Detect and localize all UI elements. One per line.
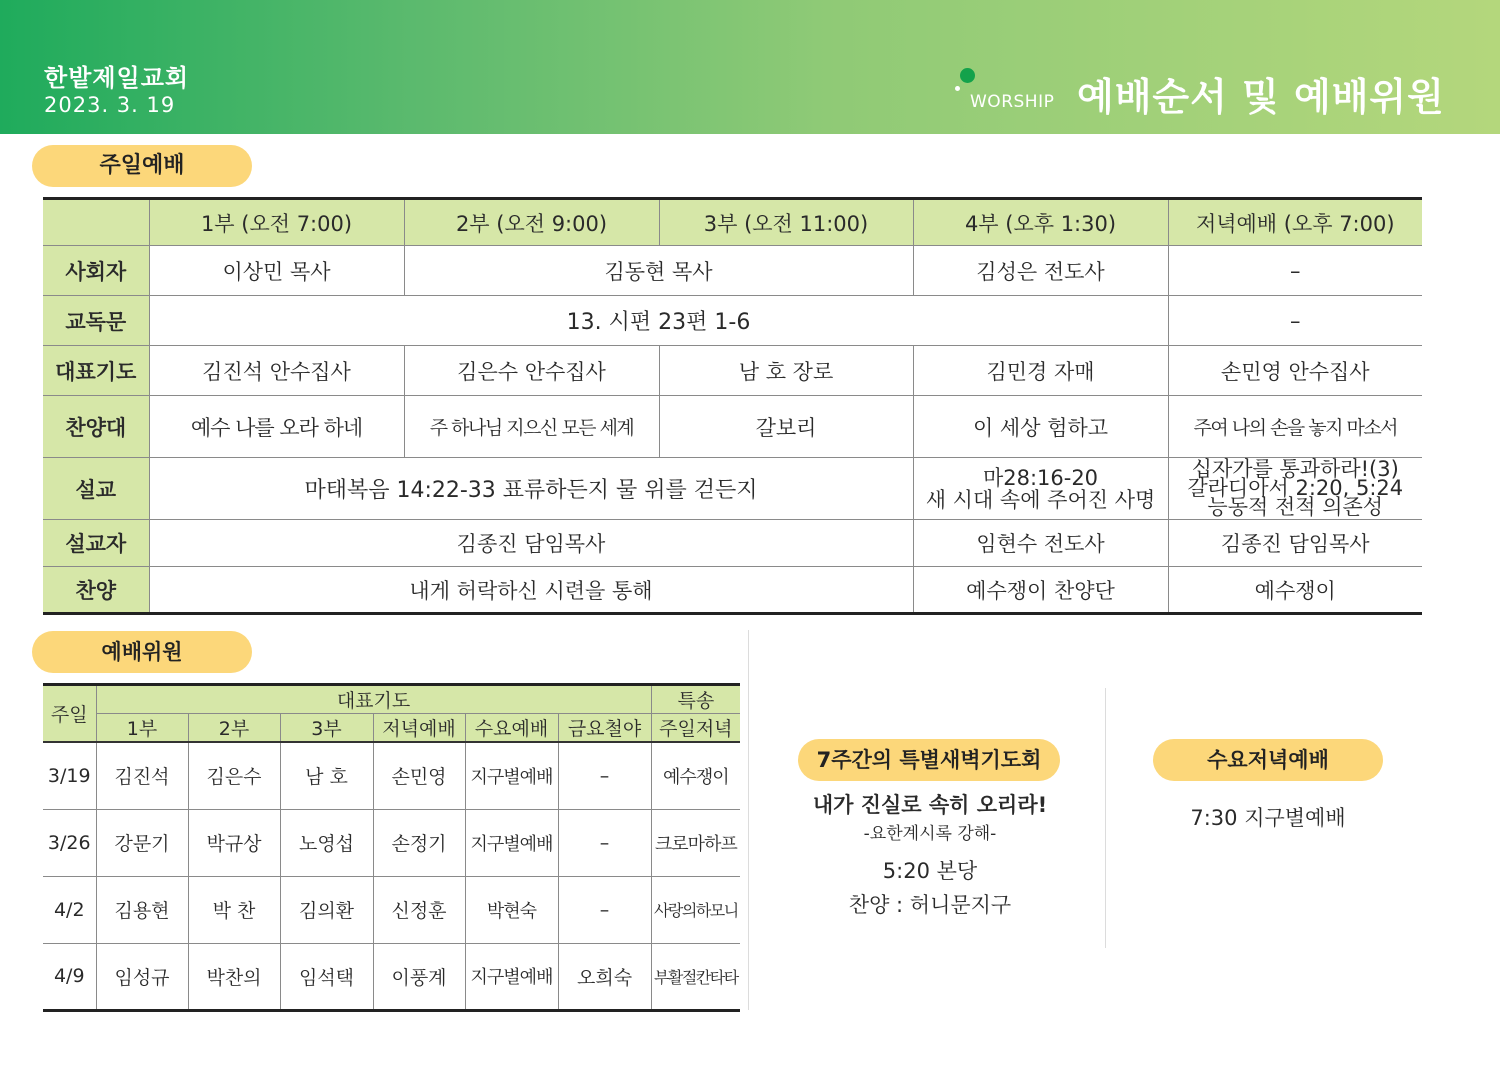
worship-label: WORSHIP: [970, 92, 1055, 112]
row-label: 찬양: [43, 567, 149, 614]
table-cell: 예수쟁이: [651, 742, 740, 809]
column-header: 저녁예배 (오후 7:00): [1168, 199, 1422, 246]
table-cell: 김의환: [280, 876, 373, 943]
page-title: 예배순서 및 예배위원: [1077, 75, 1445, 119]
table-cell: 김동현 목사: [404, 246, 913, 296]
column-divider: [1105, 688, 1106, 948]
table-cell: 강문기: [96, 809, 188, 876]
table-cell: –: [558, 876, 651, 943]
dawn-prayer-praise: 찬양 : 허니문지구: [848, 893, 1012, 917]
worship-staff-table: [43, 683, 740, 1012]
column-header: 3부 (오전 11:00): [659, 199, 913, 246]
column-header: 1부: [96, 714, 188, 743]
table-row: [43, 396, 1422, 458]
column-header: 수요예배: [465, 714, 558, 743]
row-label: 대표기도: [43, 346, 149, 396]
table-cell: 예수 나를 오라 하네: [149, 396, 404, 458]
row-label: 교독문: [43, 296, 149, 346]
table-cell: 임성규: [96, 943, 188, 1010]
page-header: [0, 0, 1500, 134]
table-cell: 남 호: [280, 742, 373, 809]
week-date: 4/2: [43, 876, 96, 943]
white-dot-icon: [955, 86, 960, 91]
table-cell: 이 세상 험하고: [913, 396, 1168, 458]
table-cell: 지구별예배: [465, 809, 558, 876]
table-cell: 손민영 안수집사: [1168, 346, 1422, 396]
sermon-title: 십자가를 통과하라!(3): [1191, 457, 1399, 481]
row-label: 사회자: [43, 246, 149, 296]
special-group-header: 특송: [651, 685, 740, 714]
table-cell: –: [558, 809, 651, 876]
week-header: 주일: [43, 685, 96, 743]
column-header: 2부: [188, 714, 280, 743]
table-header-row: [43, 199, 1422, 246]
table-cell: 지구별예배: [465, 742, 558, 809]
table-cell: 주 하나님 지으신 모든 세계: [404, 396, 659, 458]
table-cell: 박찬의: [188, 943, 280, 1010]
table-cell: 김진석 안수집사: [149, 346, 404, 396]
prayer-group-header: 대표기도: [96, 685, 651, 714]
table-cell: 박규상: [188, 809, 280, 876]
table-cell: 예수쟁이: [1168, 567, 1422, 614]
column-header: 금요철야: [558, 714, 651, 743]
table-row: [43, 520, 1422, 567]
table-cell: 손민영: [373, 742, 465, 809]
table-cell: 부활절칸타타: [651, 943, 740, 1010]
wednesday-service-time: 7:30 지구별예배: [1190, 806, 1346, 830]
table-row: [43, 346, 1422, 396]
table-header-row: [43, 685, 740, 714]
column-header: 2부 (오전 9:00): [404, 199, 659, 246]
table-cell: 이풍계: [373, 943, 465, 1010]
row-label: 설교자: [43, 520, 149, 567]
sermon-passage: 갈라디아서 2:20, 5:24: [1187, 476, 1404, 500]
table-cell: 갈보리: [659, 396, 913, 458]
table-row: [43, 458, 1422, 520]
sunday-service-table: [43, 197, 1422, 615]
week-date: 4/9: [43, 943, 96, 1010]
table-cell: 크로마하프: [651, 809, 740, 876]
table-cell: 13. 시편 23편 1-6: [149, 296, 1168, 346]
sermon-subtitle: 능동적 전적 의존성: [1207, 495, 1384, 519]
row-label: 찬양대: [43, 396, 149, 458]
table-header-row: [43, 714, 740, 743]
table-cell: 손정기: [373, 809, 465, 876]
dawn-prayer-label: 7주간의 특별새벽기도회: [798, 739, 1060, 781]
sermon-title: 마태복음 14:22-33 표류하든지 물 위를 걷든지: [149, 458, 913, 520]
table-cell: 김민경 자매: [913, 346, 1168, 396]
table-cell: 오희숙: [558, 943, 651, 1010]
table-cell: 김용현: [96, 876, 188, 943]
column-header: 저녁예배: [373, 714, 465, 743]
table-cell: 임석택: [280, 943, 373, 1010]
table-cell: 예수쟁이 찬양단: [913, 567, 1168, 614]
sunday-service-label: 주일예배: [32, 145, 252, 187]
sermon-passage: 마28:16-20: [982, 465, 1099, 490]
table-row: [43, 809, 740, 876]
week-date: 3/19: [43, 742, 96, 809]
table-row: [43, 742, 740, 809]
table-row: [43, 876, 740, 943]
table-row: [43, 567, 1422, 614]
green-dot-icon: [960, 68, 975, 83]
wednesday-service-label: 수요저녁예배: [1153, 739, 1383, 781]
dawn-prayer-title: 내가 진실로 속히 오리라!: [812, 793, 1048, 817]
sermon-title: 새 시대 속에 주어진 사명: [925, 487, 1156, 512]
worship-staff-label: 예배위원: [32, 631, 252, 673]
table-cell: –: [1168, 246, 1422, 296]
dawn-prayer-subtitle: -요한계시록 강해-: [863, 824, 997, 844]
table-cell: 이상민 목사: [149, 246, 404, 296]
table-cell: –: [1168, 296, 1422, 346]
table-cell: 김종진 담임목사: [1168, 520, 1422, 567]
column-divider: [748, 630, 749, 1010]
row-label: 설교: [43, 458, 149, 520]
table-cell: 내게 허락하신 시련을 통해: [149, 567, 913, 614]
table-cell: 노영섭: [280, 809, 373, 876]
table-cell: 사랑의하모니: [651, 876, 740, 943]
column-header: 주일저녁: [651, 714, 740, 743]
table-row: [43, 943, 740, 1010]
table-cell: 남 호 장로: [659, 346, 913, 396]
table-row: [43, 296, 1422, 346]
table-cell: 지구별예배: [465, 943, 558, 1010]
table-cell: 김종진 담임목사: [149, 520, 913, 567]
column-header: 1부 (오전 7:00): [149, 199, 404, 246]
table-cell: 김진석: [96, 742, 188, 809]
table-cell: 박 찬: [188, 876, 280, 943]
column-header: 4부 (오후 1:30): [913, 199, 1168, 246]
table-cell: –: [558, 742, 651, 809]
table-cell: 김은수: [188, 742, 280, 809]
table-row: [43, 246, 1422, 296]
column-header: 3부: [280, 714, 373, 743]
table-cell: 임현수 전도사: [913, 520, 1168, 567]
table-cell: 박현숙: [465, 876, 558, 943]
dawn-prayer-time: 5:20 본당: [882, 859, 978, 883]
bulletin-date: 2023. 3. 19: [44, 93, 176, 117]
table-cell: [913, 458, 1168, 520]
table-cell: 신정훈: [373, 876, 465, 943]
week-date: 3/26: [43, 809, 96, 876]
table-cell: 김은수 안수집사: [404, 346, 659, 396]
table-cell: 주여 나의 손을 놓지 마소서: [1168, 396, 1422, 458]
table-cell: 김성은 전도사: [913, 246, 1168, 296]
table-cell: [1168, 458, 1422, 520]
corner-cell: [43, 199, 149, 246]
church-name: 한밭제일교회: [44, 64, 190, 92]
